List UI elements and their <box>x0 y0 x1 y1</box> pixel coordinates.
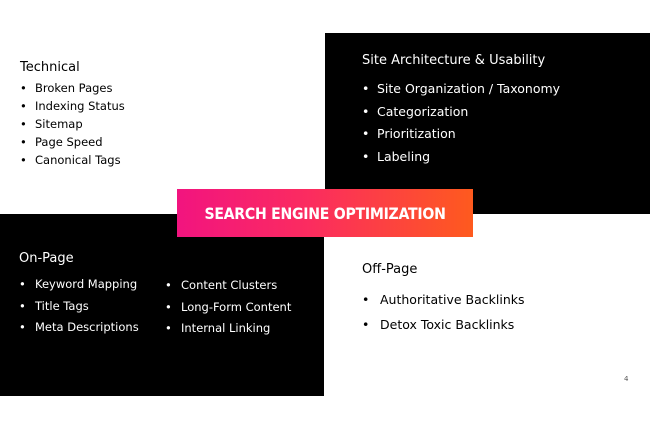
page-number: 4 <box>624 375 629 383</box>
list-item: • Sitemap <box>20 115 300 133</box>
list-item: • Site Organization / Taxonomy <box>362 78 650 101</box>
list-item: • Content Clusters <box>165 275 291 297</box>
list-item: • Labeling <box>362 146 650 169</box>
off-page-list <box>362 287 632 337</box>
banner-title: SEARCH ENGINE OPTIMIZATION <box>204 203 446 223</box>
site-architecture-section <box>325 33 650 214</box>
list-item: • Meta Descriptions <box>19 317 165 339</box>
list-item: • Keyword Mapping <box>19 274 165 296</box>
on-page-list-right <box>165 275 291 340</box>
on-page-heading: On-Page <box>19 251 74 266</box>
technical-section <box>20 60 300 169</box>
list-item: • Internal Linking <box>165 318 291 340</box>
list-item: • Broken Pages <box>20 79 300 97</box>
on-page-section <box>0 214 324 396</box>
on-page-list-left <box>19 274 165 340</box>
site-architecture-heading: Site Architecture & Usability <box>362 53 546 68</box>
off-page-section <box>362 262 632 337</box>
list-item: • Prioritization <box>362 123 650 146</box>
list-item: • Canonical Tags <box>20 151 300 169</box>
list-item: • Indexing Status <box>20 97 300 115</box>
title-banner <box>177 189 473 237</box>
list-item: • Long-Form Content <box>165 297 291 319</box>
list-item: • Authoritative Backlinks <box>362 287 632 312</box>
technical-list <box>20 79 300 169</box>
list-item: • Page Speed <box>20 133 300 151</box>
list-item: • Detox Toxic Backlinks <box>362 312 632 337</box>
technical-heading: Technical <box>20 60 80 75</box>
list-item: • Categorization <box>362 101 650 124</box>
list-item: • Title Tags <box>19 296 165 318</box>
on-page-columns <box>19 274 324 340</box>
site-architecture-list <box>362 78 650 168</box>
off-page-heading: Off-Page <box>362 262 418 277</box>
